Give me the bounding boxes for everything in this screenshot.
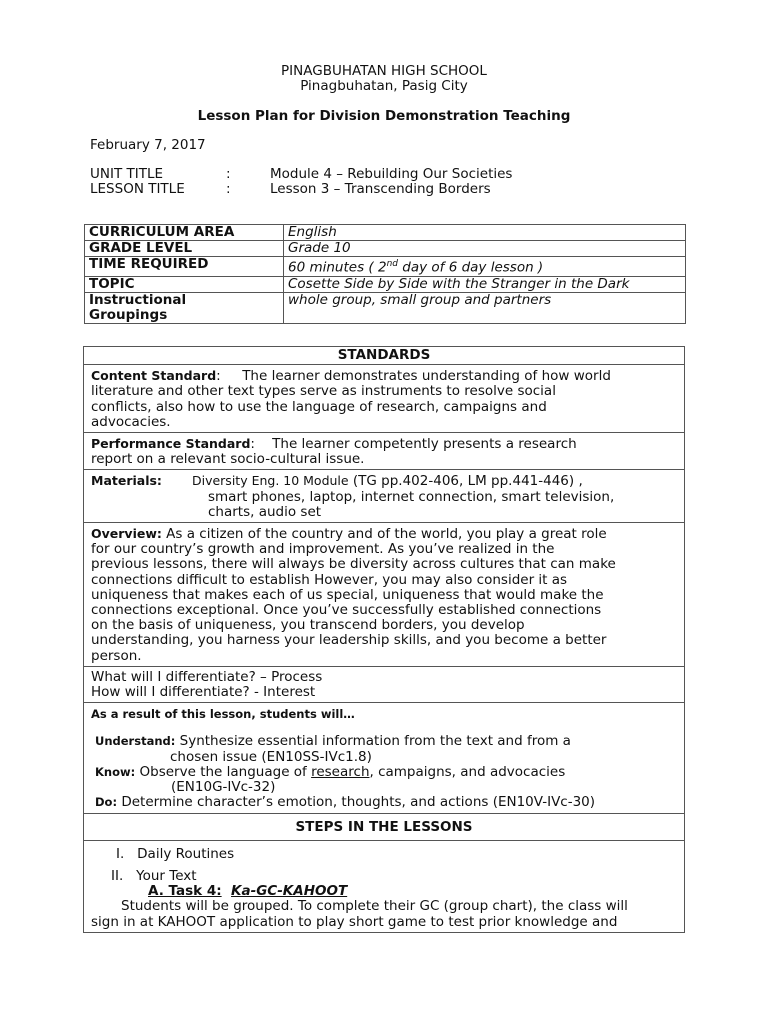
understand-label: Understand:: [95, 734, 176, 749]
table-row: [85, 257, 686, 277]
content-standard-line3: conflicts, also how to use the language of research, campaigns and: [91, 398, 547, 415]
table-row: [85, 292, 686, 323]
lesson-date: February 7, 2017: [90, 137, 206, 153]
time-value-post: day of 6 day lesson ): [397, 259, 544, 276]
know-line2: (EN10G-IVc-32): [171, 779, 276, 796]
understand-line1: Synthesize essential information from the text and from a: [175, 733, 571, 750]
info-value: Cosette Side by Side with the Stranger in the Dark: [284, 276, 686, 292]
step-number: I.: [116, 845, 125, 862]
performance-standard-line2: report on a relevant socio-cultural issue.: [91, 451, 365, 468]
overview-line: connections difficult to establish However, you may also consider it as: [91, 571, 568, 588]
differentiate-what: What will I differentiate? – Process: [91, 668, 323, 685]
table-row: [85, 241, 686, 257]
lesson-title-label: LESSON TITLE: [90, 181, 185, 197]
know-link: research: [311, 763, 370, 780]
content-standard-cell: [84, 365, 684, 433]
objectives-heading: As a result of this lesson, students will…: [91, 707, 355, 722]
performance-standard-line1: The learner competently presents a research: [272, 436, 577, 453]
info-key: TOPIC: [85, 276, 284, 292]
table-row: [85, 225, 686, 241]
overview-line: connections exceptional. Once you’ve successfully established connections: [91, 602, 602, 619]
steps-heading: STEPS IN THE LESSONS: [84, 814, 684, 840]
overview-line: previous lessons, there will always be diversity across cultures that can make: [91, 556, 616, 573]
table-row: [85, 276, 686, 292]
task-body-line1: Students will be grouped. To complete their GC (group chart), the class will: [121, 898, 628, 915]
standards-heading: STANDARDS: [84, 347, 684, 365]
content-standard-line4: advocacies.: [91, 413, 171, 430]
overview-line: person.: [91, 647, 142, 664]
materials-line3: charts, audio set: [208, 503, 322, 520]
standards-table: [83, 346, 685, 933]
lesson-info-table: [84, 224, 686, 324]
materials-label: Materials:: [91, 473, 162, 489]
performance-standard-label: Performance Standard: [91, 436, 251, 452]
info-value: English: [284, 225, 686, 241]
step-number: II.: [111, 867, 124, 884]
do-text: Determine character’s emotion, thoughts, and actions (EN10V-IVc-30): [117, 794, 596, 811]
steps-cell: [84, 841, 684, 932]
overview-line: understanding, you harness your leadership skills, and you become a better: [91, 632, 607, 649]
overview-label: Overview:: [91, 526, 162, 542]
document-title: Lesson Plan for Division Demonstration Teaching: [197, 108, 571, 124]
lesson-title-value: Lesson 3 – Transcending Borders: [270, 181, 491, 197]
info-value: [284, 257, 686, 277]
task-label: A. Task 4:: [148, 883, 222, 900]
unit-title-value: Module 4 – Rebuilding Our Societies: [270, 166, 513, 182]
understand-line2: chosen issue (EN10SS-IVc1.8): [170, 748, 372, 765]
info-value: Grade 10: [284, 241, 686, 257]
know-post: , campaigns, and advocacies: [369, 763, 566, 780]
time-value-pre: 60 minutes ( 2: [288, 259, 387, 276]
content-standard-line2: literature and other text types serve as instruments to resolve social: [91, 383, 556, 400]
overview-cell: [84, 523, 684, 667]
do-label: Do:: [95, 795, 118, 810]
materials-line1b: (TG pp.402-406, LM pp.441-446) ,: [348, 473, 583, 490]
unit-title-colon: :: [226, 166, 231, 182]
materials-cell: [84, 470, 684, 523]
objectives-cell: [84, 703, 684, 814]
grouping-key-line1: Instructional: [89, 291, 187, 308]
differentiate-how: How will I differentiate? - Interest: [91, 684, 316, 701]
differentiation-cell: [84, 667, 684, 703]
overview-line: As a citizen of the country and of the world, you play a great role: [161, 526, 607, 543]
performance-standard-sep: :: [250, 436, 255, 453]
school-name: PINAGBUHATAN HIGH SCHOOL: [281, 63, 487, 79]
info-key: [85, 292, 284, 323]
overview-line: for our country’s growth and improvement. As you’ve realized in the: [91, 541, 555, 558]
info-value: whole group, small group and partners: [284, 292, 686, 323]
performance-standard-cell: [84, 433, 684, 470]
content-standard-line1: The learner demonstrates understanding of how world: [242, 368, 611, 385]
unit-title-label: UNIT TITLE: [90, 166, 164, 182]
info-key: CURRICULUM AREA: [85, 225, 284, 241]
know-label: Know:: [95, 764, 136, 779]
step-daily-routines: Daily Routines: [137, 845, 235, 862]
task-body-line2: sign in at KAHOOT application to play short game to test prior knowledge and: [91, 913, 618, 930]
grouping-key-line2: Groupings: [89, 306, 168, 323]
materials-line2: smart phones, laptop, internet connection, smart television,: [208, 488, 615, 505]
content-standard-sep: :: [216, 368, 221, 385]
step-your-text: Your Text: [136, 867, 197, 884]
info-key: GRADE LEVEL: [85, 241, 284, 257]
time-value-sup: nd: [386, 259, 398, 269]
content-standard-label: Content Standard: [91, 368, 217, 384]
school-city: Pinagbuhatan, Pasig City: [300, 78, 468, 94]
overview-line: uniqueness that makes each of us special, uniqueness that would make the: [91, 586, 604, 603]
materials-line1a: Diversity Eng. 10 Module: [191, 473, 349, 489]
lesson-title-colon: :: [226, 181, 231, 197]
task-name: Ka-GC-KAHOOT: [231, 883, 348, 900]
know-pre: Observe the language of: [135, 763, 312, 780]
info-key: TIME REQUIRED: [85, 257, 284, 277]
overview-line: on the basis of uniqueness, you transcend borders, you develop: [91, 617, 525, 634]
